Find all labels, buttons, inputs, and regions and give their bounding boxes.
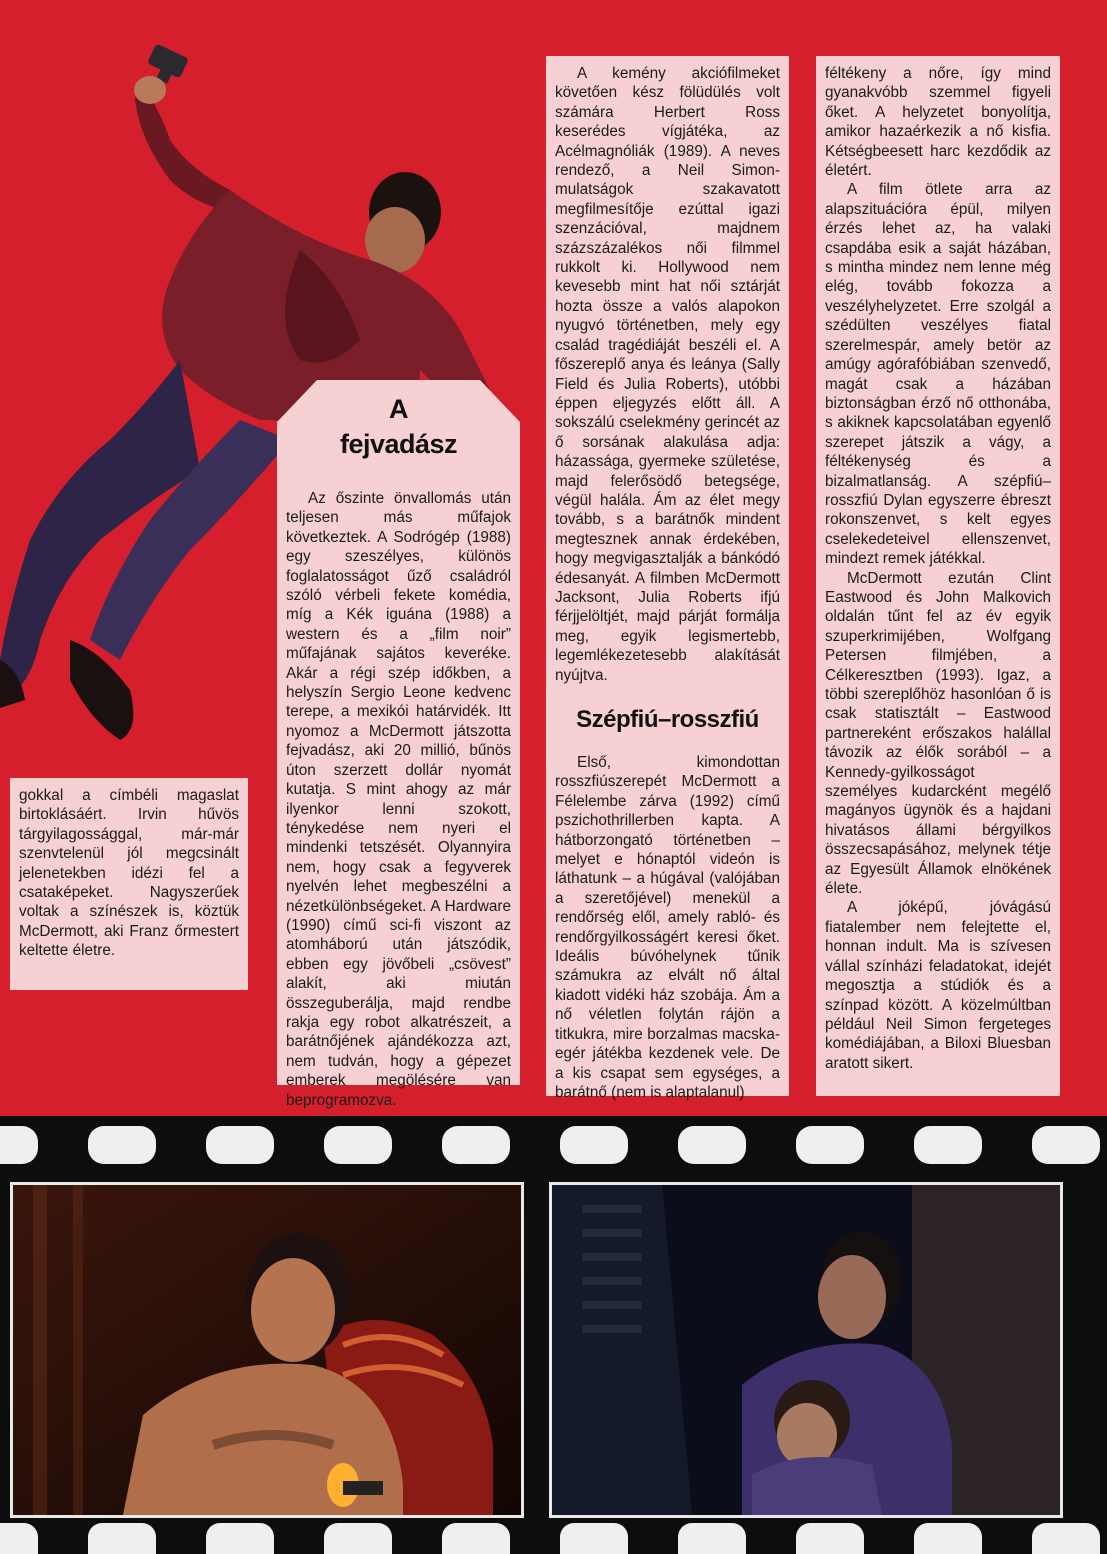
middle-paragraph-1: A kemény akciófilmeket követően kész fölüdülés volt számára Herbert Ross keserédes vígjátéka, az Acélmagnóliák (1989). A neves rendező, a Neil Simon-mulatságok szakavatott megfilmesítője ezúttal igazi szenzációval, majdnem százszázalékos női filmmel rukkolt ki. Hollywood nem kevesebb mint hat női sztárját hozta össze a valós alapokon nyugvó történetben, mely egy család tragédiáját beszéli el. A főszereplő anya és leánya (Sally Field és Julia Roberts), utóbbi éppen eljegyzés előtt áll. A sokszálú cselekmény gerincét az ő sorsának alakulása adja: házassága, gyermeke születése, majd felerősödő betegsége, végül halála. Ám az élet megy tovább, s a barátnők mindent megtesznek annak érdekében, hogy megvigasztalják a bánkódó édesanyát. A filmben McDermott Jacksont, Julia Roberts ifjú férjjelöltjét, majd párját formálja meg, egyik legismertebb, legemlékezetesebb alakítását nyújtva. [555, 65, 780, 684]
middle-paragraph-2: Első, kimondottan rosszfiúszerepét McDermott a Félelembe zárva (1992) című pszichothrillerben kapta. A hátborzongató történetben – melyet e hónaptól videón is láthatunk – a húgával (valójában a szeretőjével) menekül a rendőrség elől, amely rabló- és rendőrgyilkosságért keresi őket. Ideális búvóhelynek tűnik számukra az elvált nő által kiadott vidéki ház szobája. Ám a nő véletlen folytán rájön a titkukra, mire borzalmas macska-egér játékba kezdenek vele. De a kis csapat sem egységes, a barátnő (nem is alaptalanul) [555, 754, 780, 1101]
szepfiu-heading: Szépfiú–rosszfiú [576, 706, 759, 733]
right-paragraph-4: A jóképű, jóvágású fiatalember nem felejtette el, honnan indult. Ma is szívesen vállal színházi feladatokat, idejét megosztja a stúdiók és a színpad között. A közelmúltban például Neil Simon fergeteges komédiájában, a Biloxi Bluesban aratott sikert. [825, 899, 1051, 1072]
film-strip [0, 1116, 1107, 1554]
fejvadasz-box [277, 489, 520, 1109]
right-text-box [816, 56, 1060, 1096]
fejvadasz-title-line1: A [389, 394, 408, 424]
fejvadasz-paragraph: Az őszinte önvallomás után teljesen más műfajok következtek. A Sodrógép (1988) egy szeszélyes, különös foglalatosságot űző családról szóló vérbeli fekete komédia, míg a Kék iguána (1988) a western és a „film noir” műfajának sajátos keveréke. Akár a régi szép időkben, a helyszín Sergio Leone kedvenc terepe, a mexikói határvidék. Itt nyomoz a McDermott játszotta fejvadász, aki 20 millió, bűnös úton szerzett dollár nyomát kutatja. S mint ahogy az már ilyenkor lenni szokott, ténykedése nem nyeri el mindenki tetszését. Olyannyira nem, hogy csak a fegyverek nyelvén lehet megbeszélni a nézetkülönbségeket. A Hardware (1990) című sci-fi viszont az atomháború után játszódik, ebben egy jövőbeli „csövest” alakít, aki miután összeguberálja, majd rendbe rakja egy robot alkatrészeit, a barátnőjének ajándékozza azt, nem tudván, hogy a gépezet emberek megölésére van beprogramozva. [286, 490, 511, 1109]
movie-still-right [549, 1182, 1063, 1518]
movie-still-left [10, 1182, 524, 1518]
right-paragraph-3: McDermott ezután Clint Eastwood és John Malkovich oldalán tűnt fel az év egyik szuperkrimijében, Wolfgang Petersen filmjében, a Célkeresztben (1993). Igaz, a többi szereplőhöz hasonlóan ő is csak statisztált – Eastwood partnereként erőszakos halállal távozik az élők sorából – a Kennedy-gyilkosságot személyes kudarcként megélő magányos ügynök és a hajdani hivatásos állami bérgyilkos összecsapásához, melynek tétje az Egyesült Államok elnökének élete. [825, 569, 1051, 898]
right-paragraph-1: féltékeny a nőre, így mind gyanakvóbb szemmel figyeli őket. A helyzetet bonyolítja, amikor hazaérkezik a nő kisfia. Kétségbeesett harc kezdődik az életért. [825, 65, 1051, 180]
fejvadasz-title-line2: fejvadász [339, 429, 458, 459]
left-text-box [10, 778, 248, 990]
right-paragraph-2: A film ötlete arra az alapszituációra épül, milyen érzés lehet az, ha valaki csapdába esik a saját házában, s mintha mindez nem lenne még elég, tovább fokozza a veszélyhelyzetet. Erre szolgál a szédülten veszélyes fiatal szerelmespár, amely betör az amúgy agórafóbiában szenvedő, magát csak a házában biztonságban érző nő otthonába, s akiknek kapcsolatában egyenlő szerepet játszik a vágy, a féltékenység és a bizalmatlanság. A szépfiú–rosszfiú Dylan egyszerre ébreszt rokonszenvet, s kelt egyes cselekedeteivel ellenszenvet, mindezt remek játékkal. [825, 181, 1051, 568]
left-paragraph: gokkal a címbéli magaslat birtoklásáért. Irvin hűvös tárgyilagossággal, már-már szenvtelenül jól megcsinált jelenetekben idézi fel a csataképeket. Nagyszerűek voltak a színészek is, köztük McDermott, aki Franz őrmestert keltette életre. [19, 787, 239, 960]
middle-text-box [546, 56, 789, 1101]
